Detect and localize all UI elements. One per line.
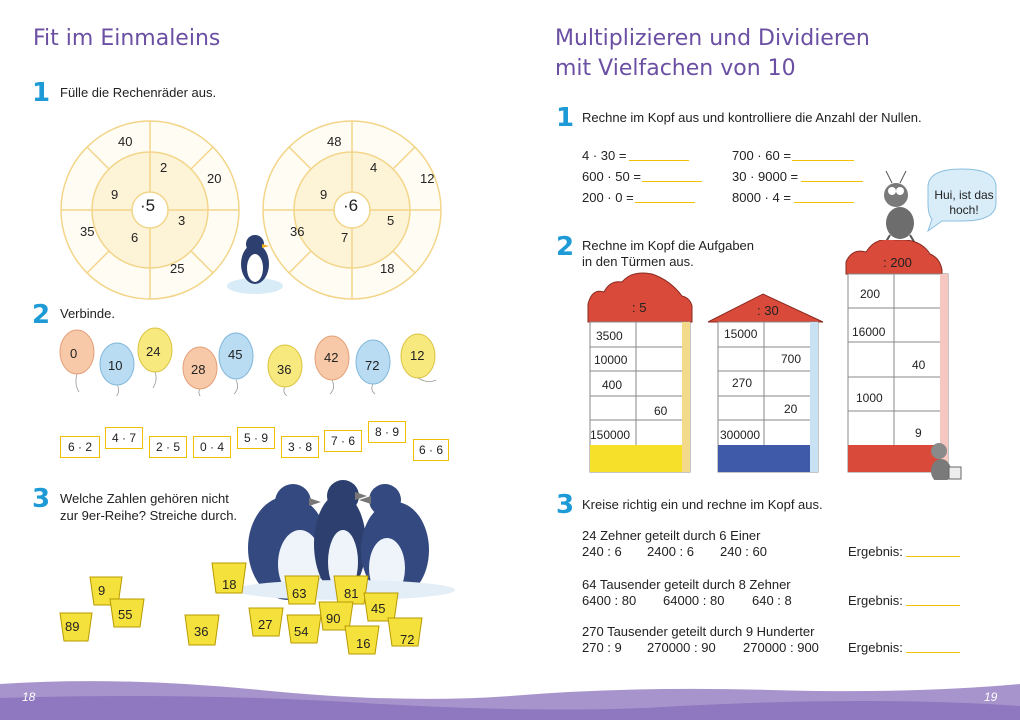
wheel1-inner: 6 [131, 230, 139, 245]
tower1-operator: : 5 [632, 300, 647, 315]
task1-instruction: Fülle die Rechenräder aus. [60, 85, 217, 100]
right-page-title-line1: Multiplizieren und Dividieren [555, 26, 870, 51]
task3-number: 3 [32, 484, 51, 514]
speech-bubble-text: Hui, ist das hoch! [934, 188, 994, 217]
wheel2-outer-bottom: 18 [380, 261, 395, 276]
r-task2-instruction-line2: in den Türmen aus. [582, 254, 694, 269]
equation-label: 700 · 60 = [732, 148, 791, 163]
wheel2-inner: 4 [370, 160, 378, 175]
bucket-number[interactable]: 16 [356, 636, 371, 651]
left-page-title: Fit im Einmaleins [33, 26, 221, 51]
wheel2-center: ·6 [343, 196, 359, 215]
product-card[interactable]: 7 · 6 [324, 430, 362, 452]
product-card[interactable]: 3 · 8 [281, 436, 319, 458]
tower-cell[interactable]: 16000 [852, 325, 886, 339]
equation-label: 4 · 30 = [582, 148, 627, 163]
tower-cell[interactable]: 1000 [856, 391, 883, 405]
product-card[interactable]: 0 · 4 [193, 436, 231, 458]
bucket-number[interactable]: 72 [400, 632, 415, 647]
product-card[interactable]: 6 · 6 [413, 439, 449, 461]
wheel2-inner: 9 [320, 187, 328, 202]
wheel2-outer-top: 48 [327, 134, 342, 149]
bucket-number[interactable]: 36 [194, 624, 209, 639]
wheel2-outer-right: 12 [420, 171, 435, 186]
answer-field[interactable] [792, 160, 854, 161]
answer-field[interactable] [801, 181, 863, 182]
balloon-label: 45 [228, 347, 243, 362]
product-card[interactable]: 4 · 7 [105, 427, 143, 449]
option[interactable]: 270000 : 90 [647, 640, 716, 655]
option[interactable]: 240 : 60 [720, 544, 767, 559]
bucket-number[interactable]: 45 [371, 601, 386, 616]
tower-cell[interactable]: 15000 [724, 327, 758, 341]
result-label: Ergebnis: [848, 544, 903, 559]
task3-instruction-line2: zur 9er-Reihe? Streiche durch. [60, 508, 238, 523]
result-label: Ergebnis: [848, 593, 903, 608]
product-card[interactable]: 8 · 9 [368, 421, 406, 443]
footer-wave [0, 664, 1020, 720]
task3-instruction-line1: Welche Zahlen gehören nicht [60, 491, 229, 506]
balloon-label: 24 [146, 344, 161, 359]
r-task3-instruction: Kreise richtig ein und rechne im Kopf aus. [582, 497, 823, 512]
tower-cell[interactable]: 150000 [590, 428, 631, 442]
wheel2-inner: 5 [387, 213, 395, 228]
option[interactable]: 2400 : 6 [647, 544, 694, 559]
tower-cell[interactable]: 700 [781, 352, 802, 366]
wheel1-inner: 3 [178, 213, 186, 228]
option[interactable]: 64000 : 80 [663, 593, 725, 608]
result-label: Ergebnis: [848, 640, 903, 655]
wheel1-inner: 9 [111, 187, 119, 202]
wheel1-outer-bottom: 25 [170, 261, 185, 276]
bucket-number[interactable]: 81 [344, 586, 359, 601]
answer-field[interactable] [794, 202, 854, 203]
task2-number: 2 [32, 300, 51, 330]
wheel2-inner: 7 [341, 230, 349, 245]
tower-3 [846, 240, 948, 472]
r-task2-number: 2 [556, 232, 575, 262]
option[interactable]: 240 : 6 [582, 544, 622, 559]
group-heading: 270 Tausender geteilt durch 9 Hunderter [582, 624, 815, 639]
answer-field[interactable] [642, 181, 702, 182]
bucket-number[interactable]: 9 [98, 583, 106, 598]
right-page-title-line2: mit Vielfachen von 10 [555, 56, 796, 81]
tower-cell[interactable]: 270 [732, 376, 753, 390]
option[interactable]: 270 : 9 [582, 640, 622, 655]
tower3-operator: : 200 [883, 255, 912, 270]
ant-icon [884, 171, 916, 245]
tower-cell[interactable]: 9 [915, 426, 922, 440]
option[interactable]: 640 : 8 [752, 593, 792, 608]
balloon-label: 12 [410, 348, 425, 363]
bucket-number[interactable]: 27 [258, 617, 273, 632]
balloon-label: 42 [324, 350, 339, 365]
group-heading: 64 Tausender geteilt durch 8 Zehner [582, 577, 791, 592]
penguins-buckets-illustration [55, 478, 455, 668]
tower-cell[interactable]: 20 [784, 402, 798, 416]
equation-label: 8000 · 4 = [732, 190, 791, 205]
product-card[interactable]: 6 · 2 [60, 436, 100, 458]
wheel2-outer-left: 36 [290, 224, 305, 239]
option[interactable]: 6400 : 80 [582, 593, 637, 608]
balloon-label: 10 [108, 358, 123, 373]
wheel1-outer-left: 35 [80, 224, 95, 239]
product-card[interactable]: 5 · 9 [237, 427, 275, 449]
balloon-label: 36 [277, 362, 292, 377]
wheel1-outer-right: 20 [207, 171, 222, 186]
bucket-number[interactable]: 89 [65, 619, 80, 634]
group-heading: 24 Zehner geteilt durch 6 Einer [582, 528, 761, 543]
tower-cell[interactable]: 300000 [720, 428, 761, 442]
tower2-operator: : 30 [757, 303, 779, 318]
r-task1-instruction: Rechne im Kopf aus und kontrolliere die Anzahl der Nullen. [582, 110, 922, 125]
page-number-right: 19 [984, 690, 998, 704]
tower-cell[interactable]: 3500 [596, 329, 623, 343]
r-task2-instruction-line1: Rechne im Kopf die Aufgaben [582, 238, 755, 253]
answer-field[interactable] [635, 202, 695, 203]
equation-label: 200 · 0 = [582, 190, 634, 205]
page-number-left: 18 [22, 690, 36, 704]
bucket-number[interactable]: 63 [292, 586, 307, 601]
result-field[interactable] [906, 652, 960, 653]
bucket-number[interactable]: 90 [326, 611, 341, 626]
wheel1-inner: 2 [160, 160, 168, 175]
product-card[interactable]: 2 · 5 [149, 436, 187, 458]
task2-instruction: Verbinde. [60, 306, 115, 321]
tower-cell[interactable]: 10000 [594, 353, 628, 367]
bucket-number[interactable]: 55 [118, 607, 133, 622]
wheel1-center: ·5 [140, 196, 156, 215]
balloon-label: 72 [365, 358, 380, 373]
tower-cell[interactable]: 200 [860, 287, 881, 301]
option[interactable]: 270000 : 900 [743, 640, 819, 655]
result-field[interactable] [906, 556, 960, 557]
answer-field[interactable] [629, 160, 689, 161]
balloon-label: 28 [191, 362, 206, 377]
tower-cell[interactable]: 40 [912, 358, 926, 372]
wheel1-outer-top: 40 [118, 134, 133, 149]
r-task3-number: 3 [556, 490, 575, 520]
r-task1-number: 1 [556, 103, 575, 133]
result-field[interactable] [906, 605, 960, 606]
tower-cell[interactable]: 400 [602, 378, 623, 392]
tower-2 [708, 294, 823, 472]
equation-label: 600 · 50 = [582, 169, 641, 184]
bucket-number[interactable]: 18 [222, 577, 237, 592]
tower-cell[interactable]: 60 [654, 404, 668, 418]
task1-number: 1 [32, 78, 51, 108]
equation-label: 30 · 9000 = [732, 169, 799, 184]
balloon-label: 0 [70, 346, 78, 361]
bucket-number[interactable]: 54 [294, 624, 309, 639]
